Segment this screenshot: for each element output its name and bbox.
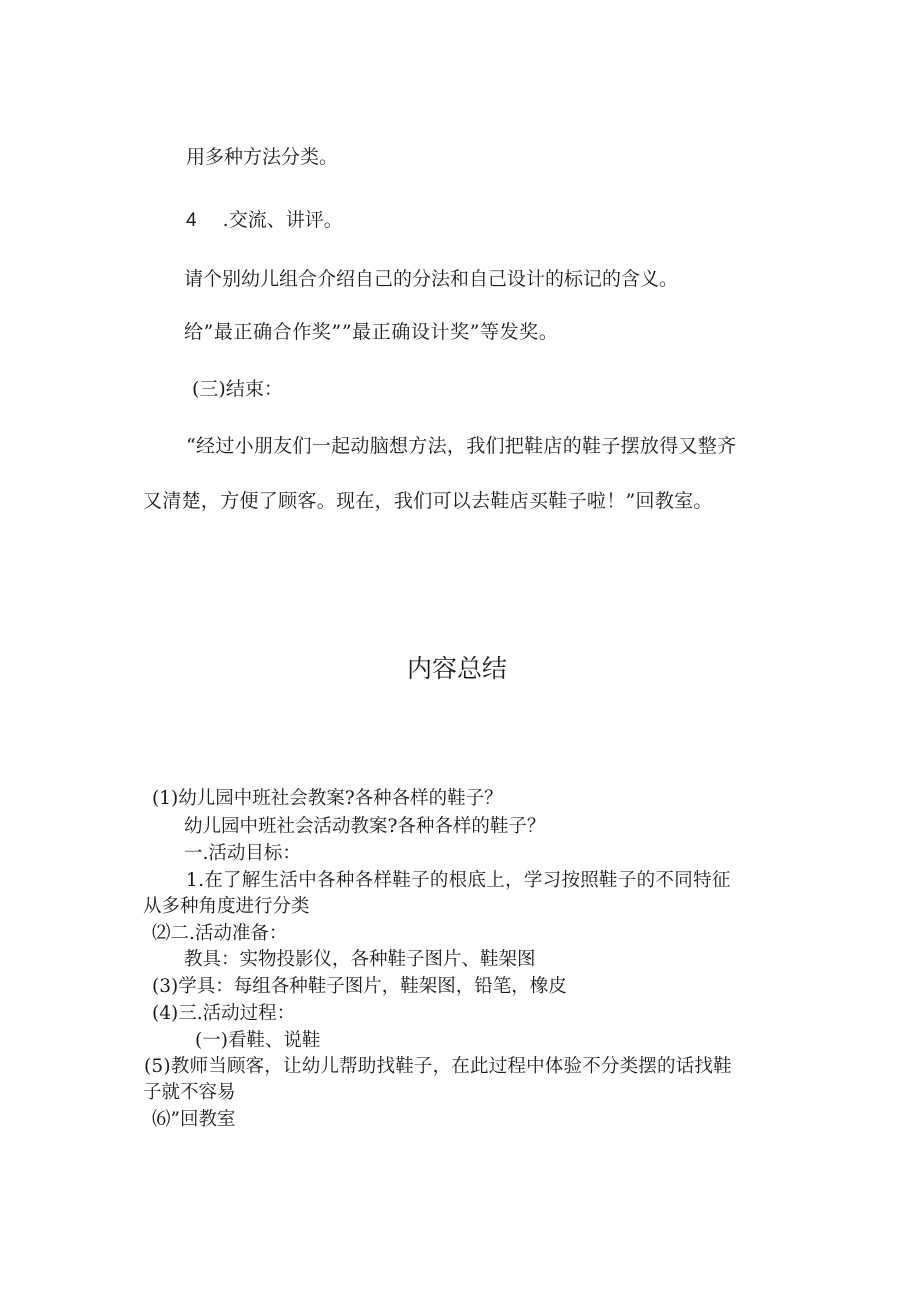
summary-item: (4)三.活动过程： xyxy=(152,1003,296,1024)
paragraph-awards: 给”最正确合作奖””最正确设计奖”等发奖。 xyxy=(184,321,559,343)
paragraph-introduce: 请个别幼儿组合介绍自己的分法和自己设计的标记的含义。 xyxy=(184,268,679,290)
summary-item: 一.活动目标： xyxy=(184,843,301,864)
summary-item: 从多种角度进行分类 xyxy=(143,896,310,917)
paragraph-closing-line1: “经过小朋友们一起动脑想方法，我们把鞋店的鞋子摆放得又整齐 xyxy=(186,435,737,457)
summary-title: 内容总结 xyxy=(407,654,508,683)
step-number: 4 xyxy=(186,210,197,231)
step-title: .交流、讲评。 xyxy=(222,209,343,231)
summary-item: (5)教师当顾客，让幼儿帮助找鞋子，在此过程中体验不分类摆的话找鞋 xyxy=(144,1056,732,1077)
section-heading-end: (三)结束： xyxy=(192,378,283,400)
summary-item: 1.在了解生活中各种各样鞋子的根底上，学习按照鞋子的不同特征 xyxy=(186,870,731,891)
summary-item: ⑹”回教室 xyxy=(152,1109,236,1130)
summary-item: 教具：实物投影仪，各种鞋子图片、鞋架图 xyxy=(184,949,536,970)
summary-item: 子就不容易 xyxy=(143,1082,236,1103)
summary-item: (1)幼儿园中班社会教案?各种各样的鞋子？ xyxy=(152,788,503,809)
summary-item: ⑵二.活动准备： xyxy=(152,923,288,944)
paragraph-closing-line2: 又清楚，方便了顾客。现在，我们可以去鞋店买鞋子啦！”回教室。 xyxy=(143,490,713,512)
step-heading-exchange xyxy=(186,208,343,233)
summary-item: 幼儿园中班社会活动教案?各种各样的鞋子？ xyxy=(184,816,546,837)
paragraph-classify: 用多种方法分类。 xyxy=(186,146,339,168)
summary-item: (3)学具：每组各种鞋子图片，鞋架图，铅笔，橡皮 xyxy=(152,976,567,997)
summary-item: (一)看鞋、说鞋 xyxy=(195,1030,321,1051)
